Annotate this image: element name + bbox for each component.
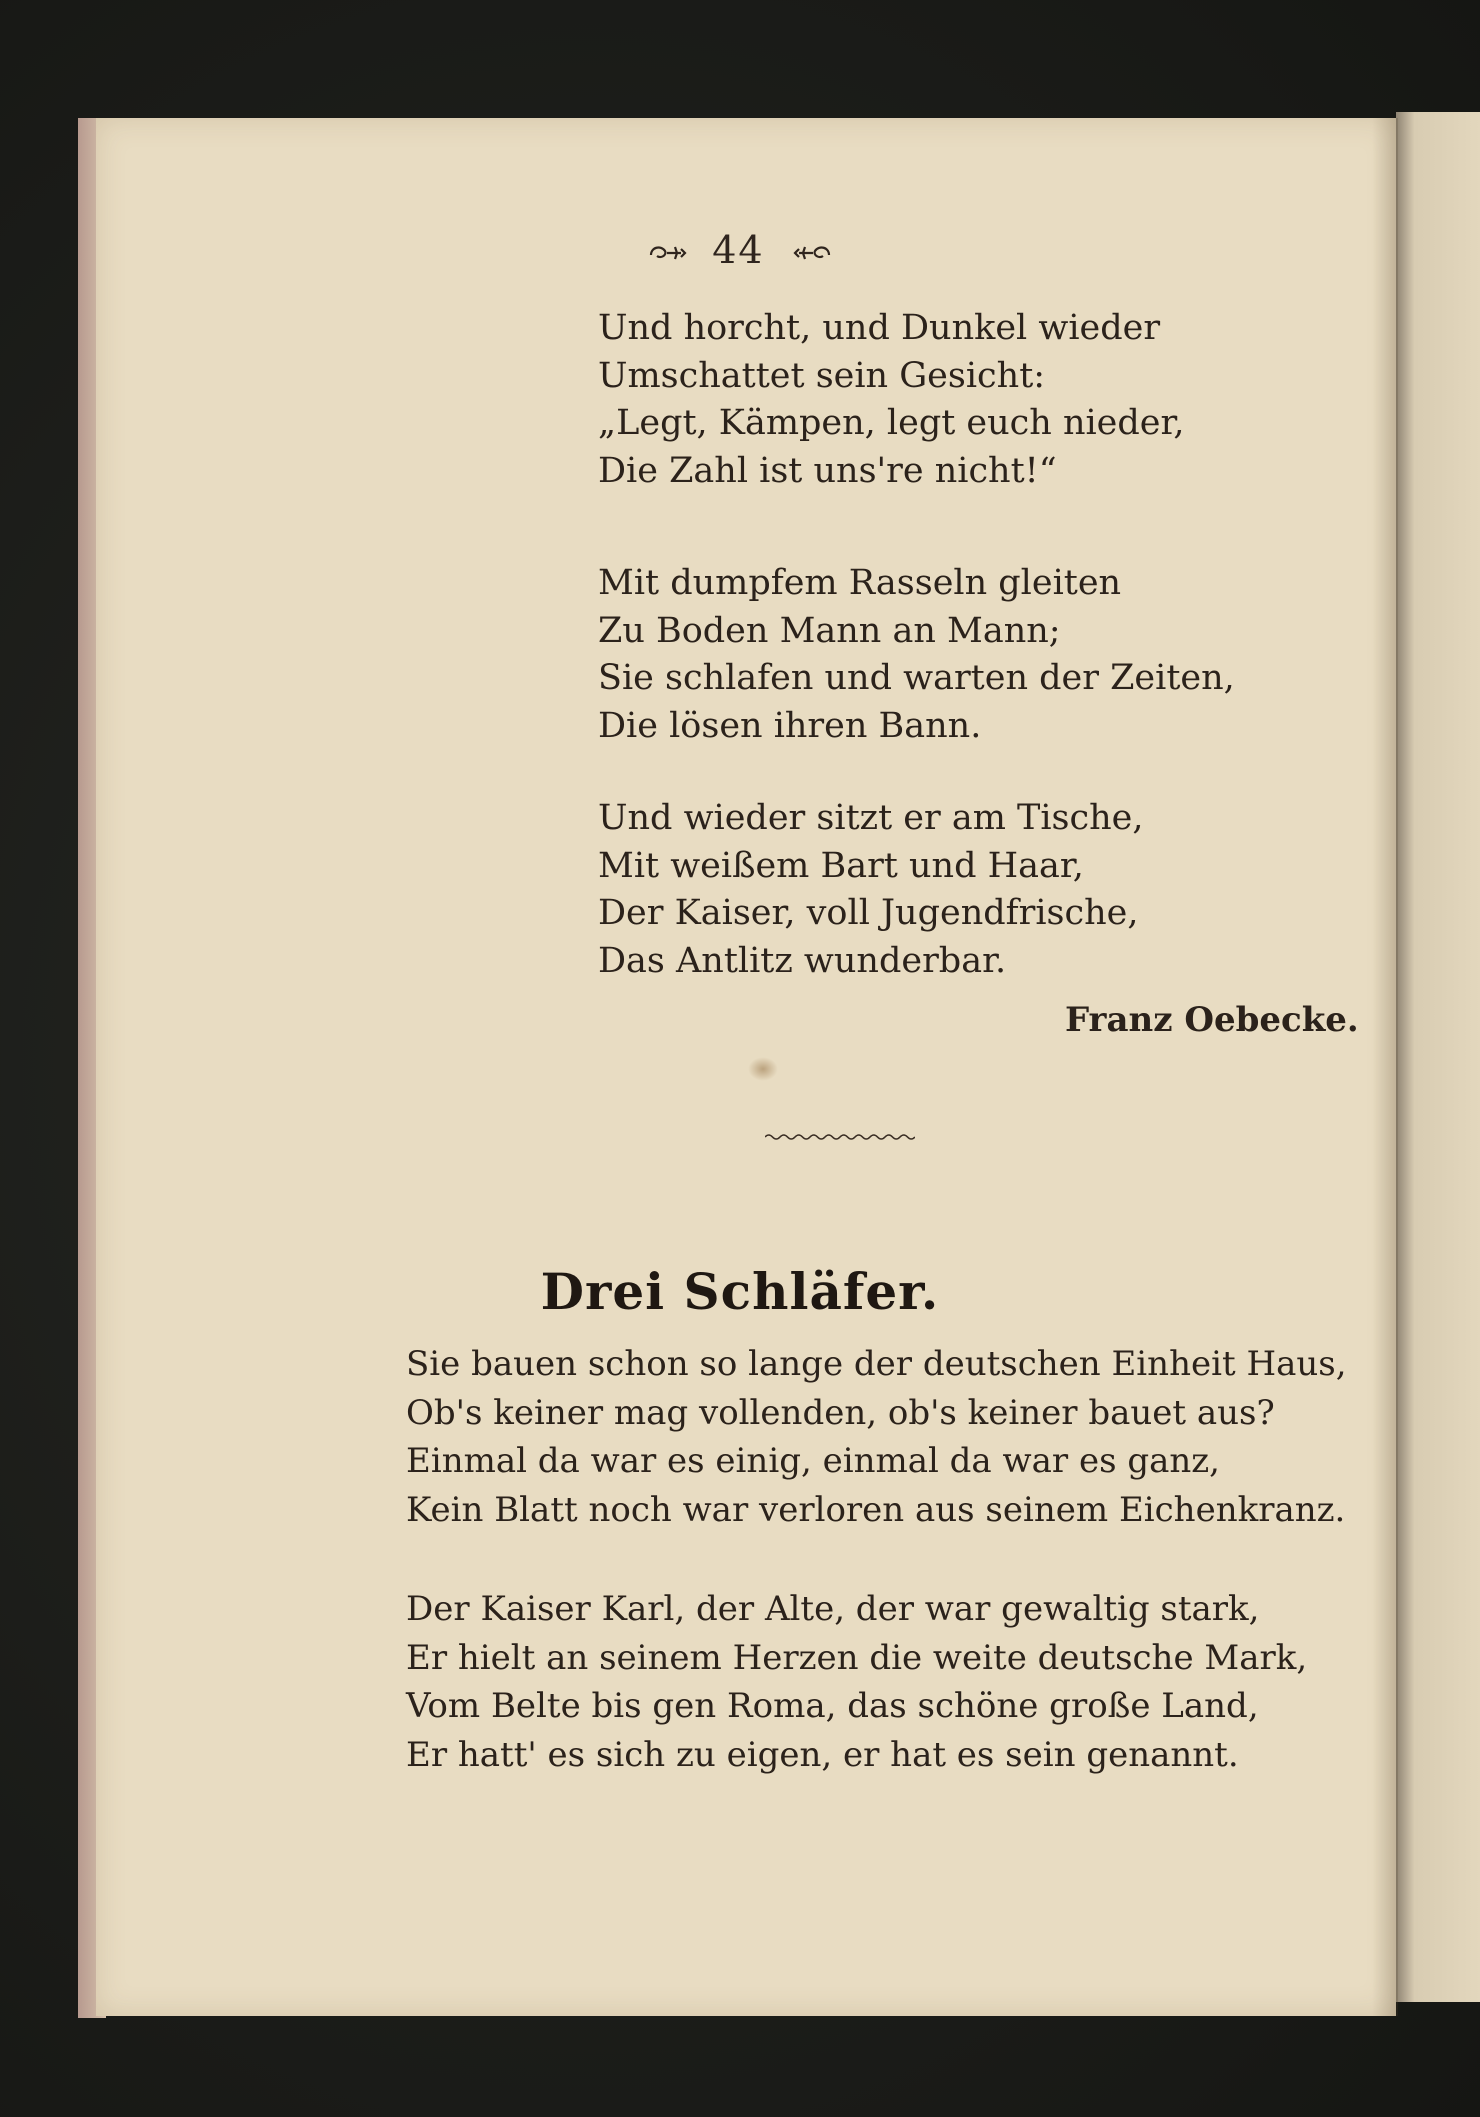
poem-stanza-2 [406, 1585, 1307, 1779]
facing-page-edge [1396, 112, 1480, 2002]
verse-line: Kein Blatt noch war verloren aus seinem Eichenkranz. [406, 1489, 1346, 1530]
verse-line: Einmal da war es einig, einmal da war es ganz, [406, 1441, 1220, 1481]
stanza-2 [598, 560, 1235, 750]
gutter-shadow [1372, 118, 1398, 2016]
verse-line: „Legt, Kämpen, legt euch nieder, [598, 403, 1185, 443]
verse-line: Die Zahl ist uns're nicht!“ [598, 450, 1057, 491]
verse-line: Mit dumpfem Rasseln gleiten [598, 563, 1122, 603]
poem-stanza-1 [406, 1340, 1347, 1534]
verse-line: Das Antlitz wunderbar. [598, 940, 1007, 981]
verse-line: Vom Belte bis gen Roma, das schöne große Land, [406, 1686, 1259, 1726]
verse-line: Und horcht, und Dunkel wieder [598, 308, 1161, 348]
verse-line: Zu Boden Mann an Mann; [598, 610, 1061, 651]
verse-line: Er hielt an seinem Herzen die weite deutsche Mark, [406, 1637, 1308, 1678]
stanza-3 [598, 795, 1144, 985]
stanza-1 [598, 305, 1185, 495]
verse-line: Der Kaiser Karl, der Alte, der war gewaltig stark, [406, 1589, 1260, 1629]
verse-line: Er hatt' es sich zu eigen, er hat es sein genannt. [406, 1734, 1239, 1775]
left-ornament-icon [647, 237, 702, 270]
verse-line: Ob's keiner mag vollenden, ob's keiner bauet aus? [406, 1392, 1275, 1433]
verse-line: Sie bauen schon so lange der deutschen Einheit Haus, [406, 1344, 1347, 1384]
wavy-divider [765, 1132, 915, 1142]
verse-line: Mit weißem Bart und Haar, [598, 845, 1084, 886]
verse-line: Und wieder sitzt er am Tische, [598, 798, 1144, 838]
verse-line: Umschattet sein Gesicht: [598, 355, 1046, 396]
poem-title: Drei Schläfer. [540, 1262, 940, 1321]
verse-line: Die lösen ihren Bann. [598, 705, 982, 746]
author-signature: Franz Oebecke. [1065, 1000, 1359, 1040]
verse-line: Der Kaiser, voll Jugendfrische, [598, 893, 1139, 933]
right-ornament-icon [789, 237, 833, 270]
page-number: 44 [712, 228, 765, 272]
page-header [0, 228, 1480, 272]
verse-line: Sie schlafen und warten der Zeiten, [598, 658, 1235, 698]
paper-stain [748, 1057, 778, 1081]
